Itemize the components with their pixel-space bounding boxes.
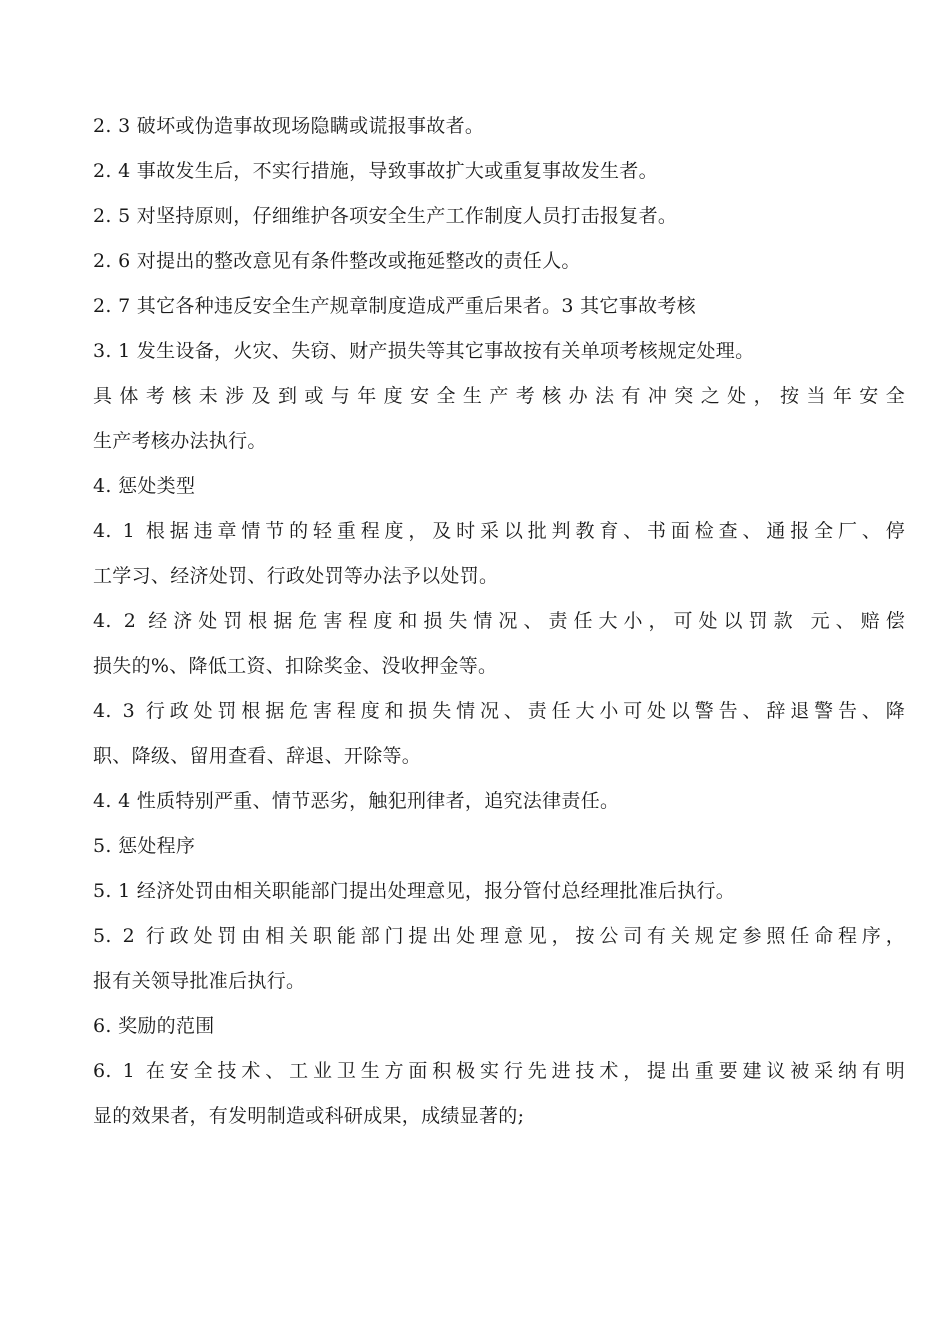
paragraph-line: 工学习、经济处罚、行政处罚等办法予以处罚。: [93, 565, 499, 587]
heading-5-penalty-procedure: 5. 惩处程序: [93, 835, 196, 857]
paragraph-line: 4. 3 行政处罚根据危害程度和损失情况、责任大小可处以警告、辞退警告、降: [93, 700, 905, 722]
paragraph-2-6: 2. 6 对提出的整改意见有条件整改或拖延整改的责任人。: [93, 250, 581, 272]
paragraph-line: 6. 1 在安全技术、工业卫生方面积极实行先进技术，提出重要建议被采纳有明: [93, 1060, 905, 1082]
paragraph-4-2: [93, 607, 905, 680]
paragraph-2-7: 2. 7 其它各种违反安全生产规章制度造成严重后果者。3 其它事故考核: [93, 295, 696, 317]
paragraph-line: 5. 2 行政处罚由相关职能部门提出处理意见，按公司有关规定参照任命程序，: [93, 925, 905, 947]
paragraph-6-1: [93, 1057, 905, 1130]
paragraph-2-4: 2. 4 事故发生后，不实行措施，导致事故扩大或重复事故发生者。: [93, 160, 658, 182]
paragraph-line: 职、降级、留用查看、辞退、开除等。: [93, 745, 422, 767]
document-body: [93, 112, 905, 1147]
paragraph-2-5: 2. 5 对坚持原则，仔细维护各项安全生产工作制度人员打击报复者。: [93, 205, 678, 227]
paragraph-2-3: 2. 3 破坏或伪造事故现场隐瞒或谎报事故者。: [93, 115, 485, 137]
paragraph-3-1: 3. 1 发生设备，火灾、失窃、财产损失等其它事故按有关单项考核规定处理。: [93, 340, 755, 362]
paragraph-line: 生产考核办法执行。: [93, 430, 267, 452]
paragraph-4-3: [93, 697, 905, 770]
paragraph-line: 损失的%、降低工资、扣除奖金、没收押金等。: [93, 655, 498, 677]
paragraph-line: 显的效果者，有发明制造或科研成果，成绩显著的;: [93, 1105, 525, 1127]
paragraph-4-4: 4. 4 性质特别严重、情节恶劣，触犯刑律者，追究法律责任。: [93, 790, 620, 812]
paragraph-line: 报有关领导批准后执行。: [93, 970, 306, 992]
paragraph-4-1: [93, 517, 905, 590]
paragraph-5-2: [93, 922, 905, 995]
paragraph-line: 4. 1 根据违章情节的轻重程度，及时采以批判教育、书面检查、通报全厂、停: [93, 520, 905, 542]
heading-6-reward-scope: 6. 奖励的范围: [93, 1015, 215, 1037]
paragraph-line: 4. 2 经济处罚根据危害程度和损失情况、责任大小，可处以罚款 元、赔偿: [93, 610, 905, 632]
heading-4-penalty-types: 4. 惩处类型: [93, 475, 196, 497]
paragraph-line: 具体考核未涉及到或与年度安全生产考核办法有冲突之处，按当年安全: [93, 385, 905, 407]
paragraph-assessment-note: [93, 382, 905, 455]
paragraph-5-1: 5. 1 经济处罚由相关职能部门提出处理意见，报分管付总经理批准后执行。: [93, 880, 736, 902]
